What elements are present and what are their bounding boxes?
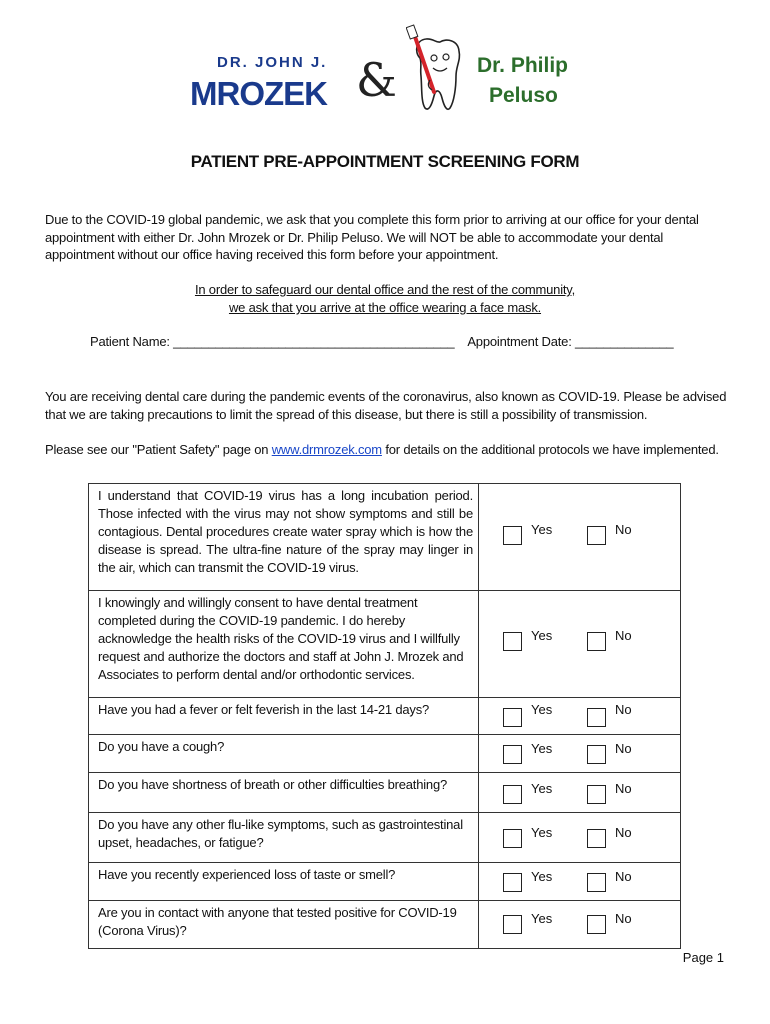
question-text: Are you in contact with anyone that tested positive for COVID-19 (Corona Virus)? [89,901,479,949]
yes-checkbox[interactable] [503,785,522,804]
yes-label: Yes [531,741,553,756]
answer-cell [479,484,681,591]
no-checkbox[interactable] [587,873,606,892]
logo-dr-philip: Dr. Philip [477,54,569,77]
yes-checkbox[interactable] [503,915,522,934]
logo-mrozek [190,74,327,114]
question-text: Do you have shortness of breath or other difficulties breathing? [89,773,479,813]
question-row [89,698,681,735]
no-checkbox[interactable] [587,829,606,848]
yes-checkbox[interactable] [503,745,522,764]
logo-ampersand: & [356,53,397,107]
no-label: No [615,522,632,537]
yes-label: Yes [531,702,553,717]
form-title: PATIENT PRE-APPOINTMENT SCREENING FORM [190,152,580,171]
answer-cell [479,813,681,863]
question-text: I knowingly and willingly consent to have dental treatment completed during the COVID-19 pandemic. I do hereby acknowledge the health risks of the COVID-19 virus and I willfully request and authorize the doctors and staff at John J. Mrozek and Associates to perform dental and/or orthodontic services. [89,591,479,698]
notice-line-1: In order to safeguard our dental office and the rest of the community, [194,282,576,297]
yes-label: Yes [531,911,553,926]
no-label: No [615,741,632,756]
face-mask-notice [160,281,610,317]
question-text: I understand that COVID-19 virus has a long incubation period. Those infected with the virus may not show symptoms and still be contagious. Dental procedures create water spray which is how the disease is spread. The ultra-fine nature of the spray may linger in the air, which can transmit the COVID-19 virus. [89,484,479,591]
page-number: Page 1 [682,950,724,965]
yes-checkbox[interactable] [503,526,522,545]
yes-label: Yes [531,869,553,884]
question-row [89,484,681,591]
yes-checkbox[interactable] [503,873,522,892]
logo-mrozek-initial: M [190,75,217,112]
answer-cell [479,735,681,773]
yes-label: Yes [531,628,553,643]
no-label: No [615,628,632,643]
no-label: No [615,911,632,926]
no-label: No [615,825,632,840]
answer-cell [479,591,681,698]
yes-label: Yes [531,522,553,537]
screening-questions-table [88,483,681,949]
yes-label: Yes [531,825,553,840]
intro-paragraph: Due to the COVID-19 global pandemic, we ask that you complete this form prior to arriving at our office for your dental appointment with either Dr. John Mrozek or Dr. Philip Peluso. We will NOT be able to accommodate your dental appointment without our office having received this form before your appointment. [45,212,699,262]
question-text: Have you had a fever or felt feverish in the last 14-21 days? [89,698,479,735]
no-checkbox[interactable] [587,632,606,651]
question-row [89,863,681,901]
yes-checkbox[interactable] [503,708,522,727]
no-label: No [615,869,632,884]
no-label: No [615,702,632,717]
question-row [89,813,681,863]
no-checkbox[interactable] [587,915,606,934]
advisory-paragraph: You are receiving dental care during the pandemic events of the coronavirus, also known as COVID-19. Please be advised that we are taking precautions to limit the spread of this disease, but there is still a possibility of transmission. [45,389,727,422]
answer-cell [479,698,681,735]
yes-checkbox[interactable] [503,829,522,848]
logo-peluso: Peluso [489,84,558,107]
no-checkbox[interactable] [587,785,606,804]
tooth-with-toothbrush-icon [406,24,468,114]
question-row [89,735,681,773]
no-checkbox[interactable] [587,526,606,545]
website-link[interactable]: www.drmrozek.com [271,442,382,457]
logo-mrozek-rest: ROZEK [216,75,327,112]
answer-cell [479,863,681,901]
no-label: No [615,781,632,796]
yes-label: Yes [531,781,553,796]
question-row [89,773,681,813]
no-checkbox[interactable] [587,708,606,727]
question-text: Have you recently experienced loss of taste or smell? [89,863,479,901]
patient-name-field[interactable]: Patient Name: ________________________________________ [90,334,455,349]
question-row [89,901,681,949]
no-checkbox[interactable] [587,745,606,764]
answer-cell [479,773,681,813]
logo-dr-john-j: DR. JOHN J. [217,54,328,71]
patient-safety-paragraph [45,441,735,459]
question-text: Do you have any other flu-like symptoms, such as gastrointestinal upset, headaches, or fatigue? [89,813,479,863]
yes-checkbox[interactable] [503,632,522,651]
question-row [89,591,681,698]
patient-info-line [90,334,673,349]
answer-cell [479,901,681,949]
safety-text-after: for details on the additional protocols we have implemented. [381,442,719,457]
question-text: Do you have a cough? [89,735,479,773]
safety-text-before: Please see our "Patient Safety" page on [45,442,272,457]
appointment-date-field[interactable]: Appointment Date: ______________ [467,334,674,349]
notice-line-2: we ask that you arrive at the office wearing a face mask. [228,300,542,315]
